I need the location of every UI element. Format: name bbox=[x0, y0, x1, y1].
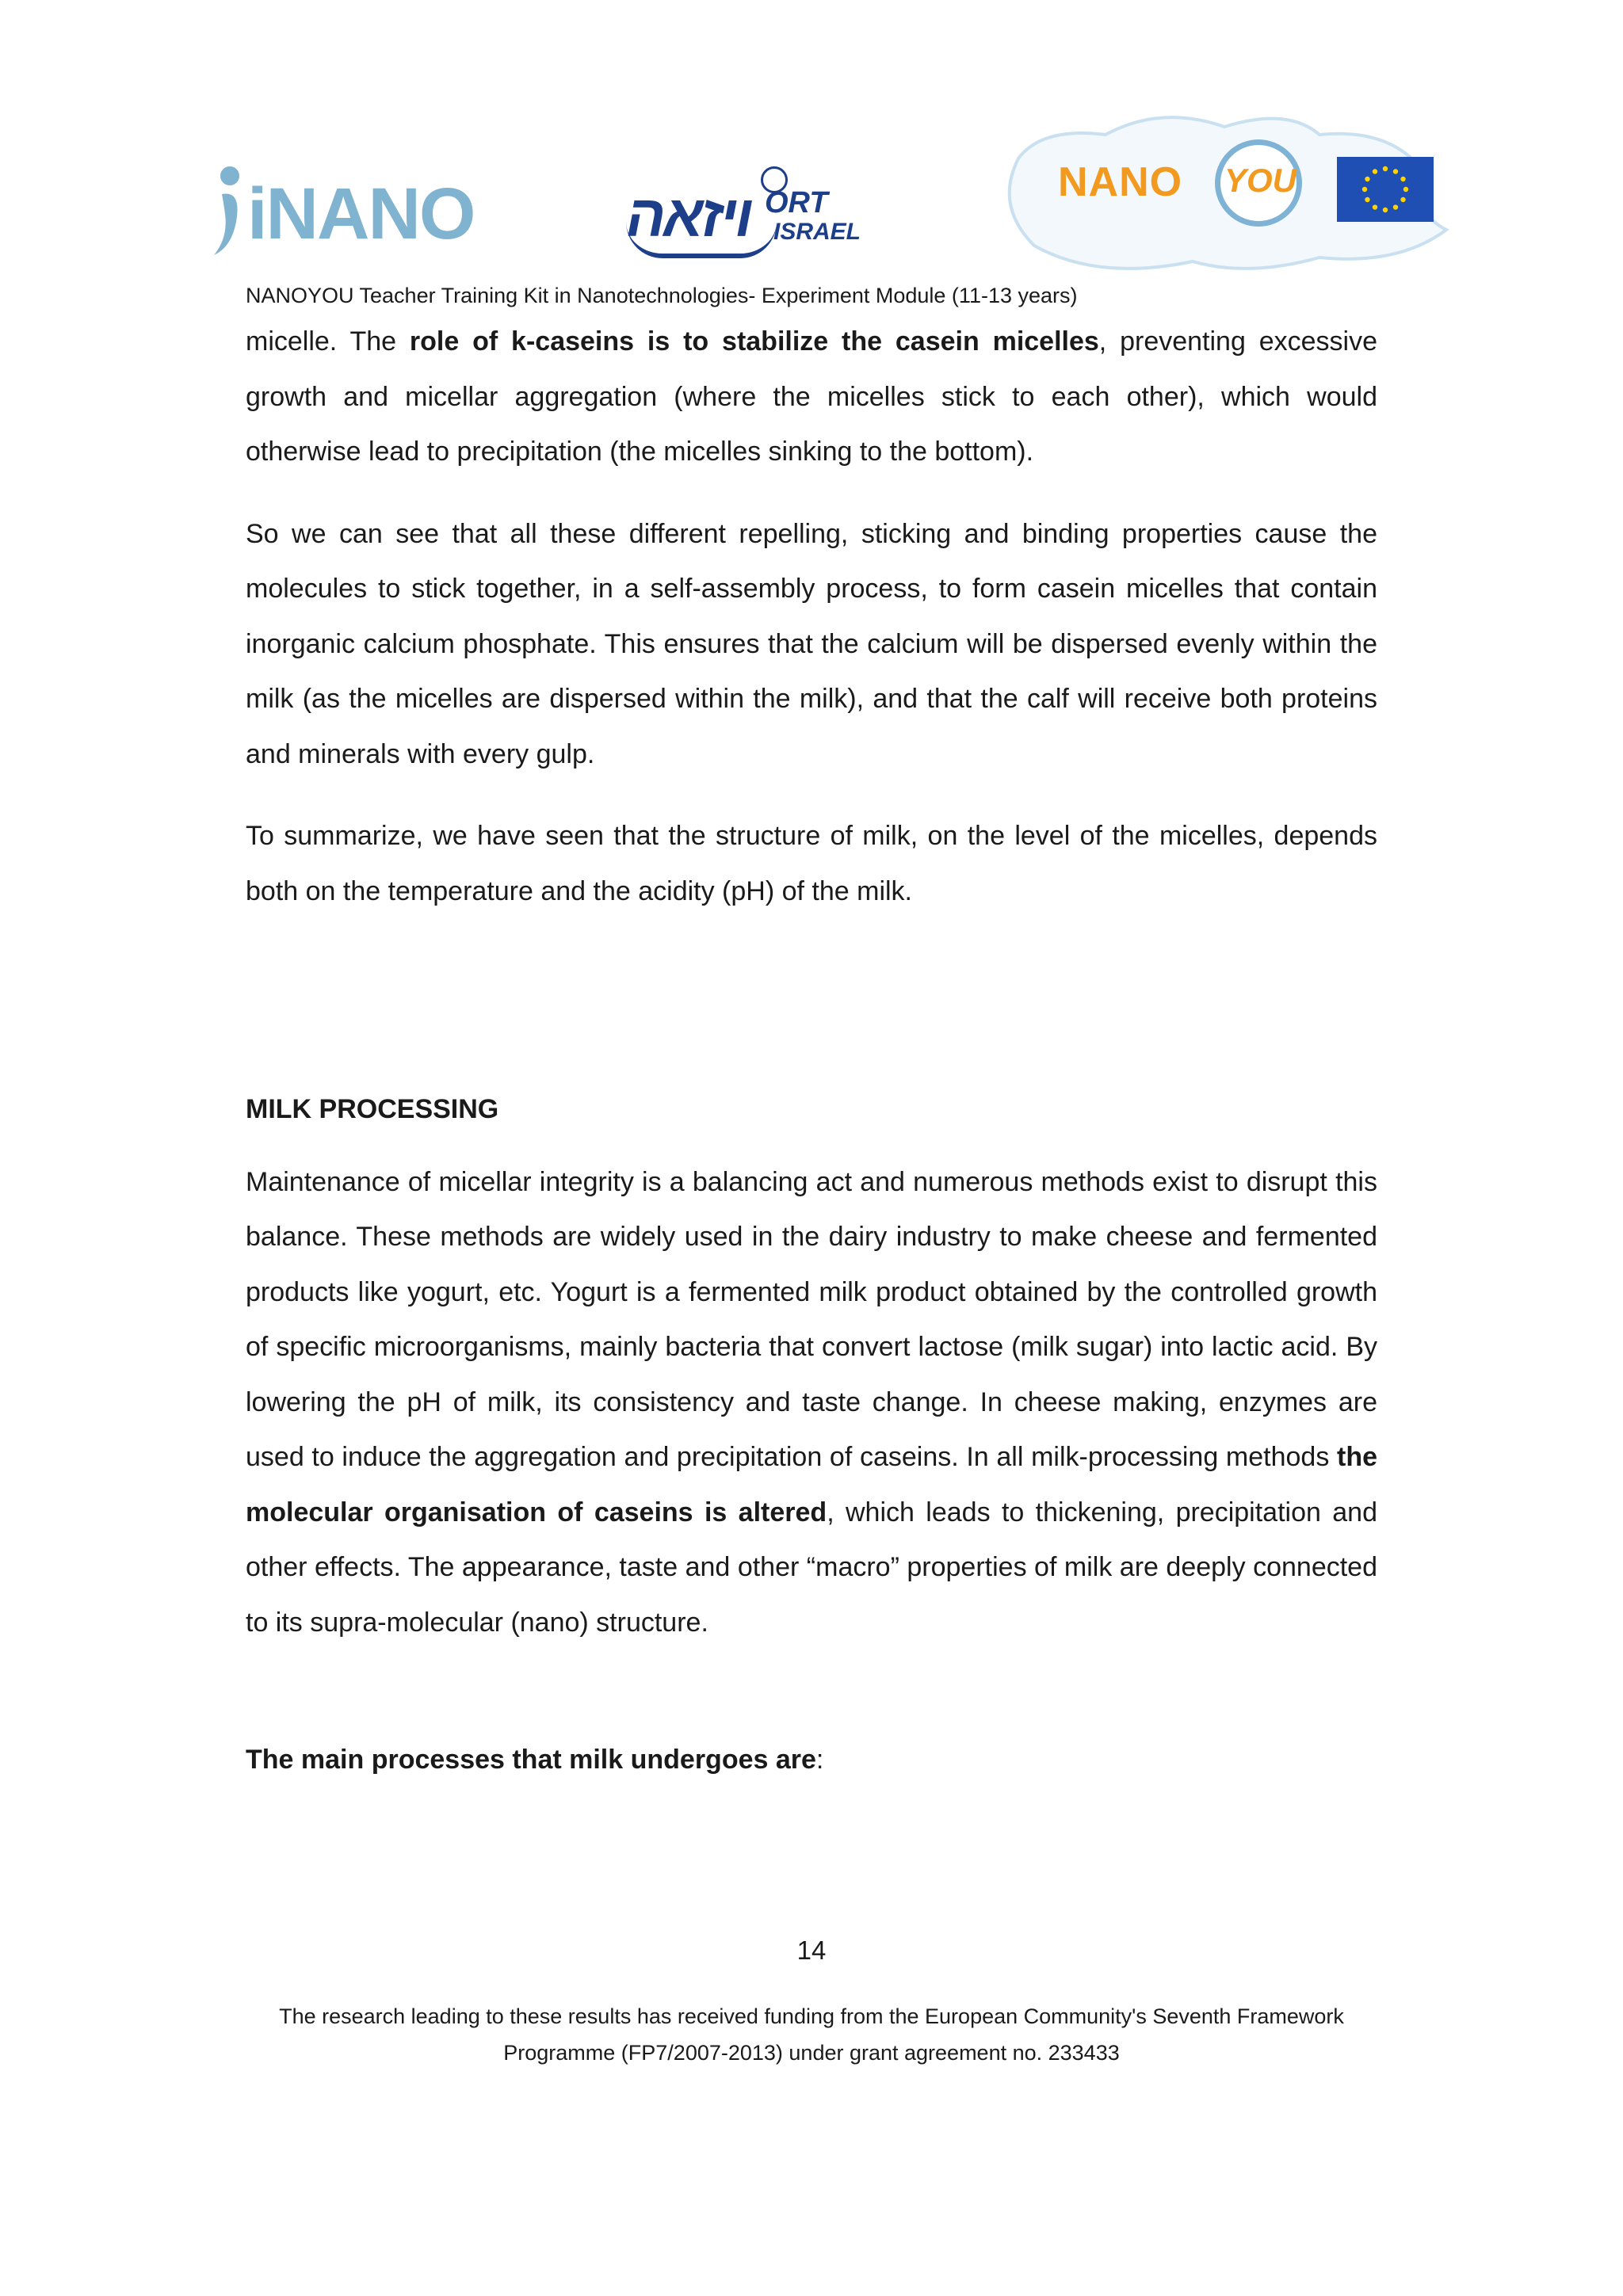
nanoyou-cloud-logo bbox=[987, 111, 1454, 277]
paragraph-micelle-role bbox=[246, 315, 1377, 480]
ort-hebrew-text: ויזאה bbox=[626, 183, 751, 249]
eu-star-icon bbox=[1393, 169, 1398, 174]
ort-text: ORT bbox=[765, 186, 828, 219]
eu-star-icon bbox=[1362, 187, 1367, 192]
page-number: 14 bbox=[796, 1936, 827, 1965]
eu-star-icon bbox=[1400, 197, 1405, 202]
paragraph-self-assembly: So we can see that all these different repelling, sticking and binding properties cause the molecules to stick together, in a self-assembly process, to form casein micelles that contain inorganic calcium phosphate. This ensures that the calcium will be dispersed evenly within the milk (as the micelles are dispersed within the milk), and that the calf will receive both proteins and minerals with every gulp. bbox=[246, 518, 1377, 769]
main-processes-line bbox=[246, 1733, 1377, 1788]
footer-line-1: The research leading to these results has received funding from the European Community's Seventh Framework bbox=[279, 2004, 1344, 2028]
bold-text: the molecular organisation of caseins is altered bbox=[246, 1442, 1377, 1527]
paragraph-summary: To summarize, we have seen that the structure of milk, on the level of the micelles, depends both on the temperature and the acidity (pH) of the milk. bbox=[246, 821, 1377, 906]
paragraph-milk-processing bbox=[246, 1155, 1377, 1651]
eu-star-icon bbox=[1365, 197, 1369, 202]
eu-stars-icon bbox=[1337, 157, 1434, 222]
eu-flag-icon bbox=[1337, 157, 1434, 222]
eu-star-icon bbox=[1393, 204, 1398, 209]
you-text: YOU bbox=[1224, 162, 1297, 199]
eu-star-icon bbox=[1373, 204, 1377, 209]
spacer bbox=[246, 1677, 1377, 1733]
inano-logo-text: iNANO bbox=[247, 174, 475, 254]
text-span: micelle. The bbox=[246, 326, 410, 357]
spacer bbox=[246, 1138, 1377, 1155]
section-heading: MILK PROCESSING bbox=[246, 1094, 499, 1124]
footer-line-2: Programme (FP7/2007-2013) under grant agreement no. 233433 bbox=[503, 2041, 1120, 2065]
eu-star-icon bbox=[1365, 177, 1369, 181]
spacer bbox=[246, 946, 1377, 1082]
text-span: , which leads to thickening, precipitation and other effects. The appearance, taste and other “macro” properties of milk are deeply connected to its supra-molecular (nano) structure. bbox=[246, 1497, 1378, 1638]
bold-text: role of k-caseins is to stabilize the casein micelles bbox=[409, 326, 1099, 357]
ort-swoosh-icon bbox=[626, 222, 777, 258]
footer-note bbox=[0, 1998, 1623, 2071]
eu-star-icon bbox=[1400, 177, 1405, 181]
eu-star-icon bbox=[1383, 208, 1388, 212]
nano-text: NANO bbox=[1058, 159, 1183, 205]
bold-text: The main processes that milk undergoes are bbox=[246, 1745, 816, 1775]
ort-israel-logo bbox=[626, 166, 864, 254]
eu-star-icon bbox=[1403, 187, 1408, 192]
text-span: , preventing excessive growth and micellar aggregation (where the micelles stick to each other), which would otherwise lead to precipitation (the micelles sinking to the bottom). bbox=[246, 326, 1377, 467]
eu-star-icon bbox=[1373, 169, 1377, 174]
text-span: Maintenance of micellar integrity is a balancing act and numerous methods exist to disrupt this balance. These methods are widely used in the dairy industry to make cheese and fermented products like yogurt, etc. Yogurt is a fermented milk product obtained by the controlled growth of specific microorganisms, mainly bacteria that convert lactose (milk sugar) into lactic acid. By lowering the pH of milk, its consistency and taste change. In cheese making, enzymes are used to induce the aggregation and precipitation of caseins. In all milk-processing methods bbox=[246, 1166, 1377, 1472]
eu-star-icon bbox=[1383, 166, 1388, 171]
text-span: : bbox=[815, 1745, 824, 1775]
running-head: NANOYOU Teacher Training Kit in Nanotechnologies- Experiment Module (11-13 years) bbox=[246, 284, 1078, 307]
page-body bbox=[246, 315, 1377, 1788]
inano-logo bbox=[198, 158, 475, 261]
israel-text: ISRAEL bbox=[773, 219, 861, 245]
